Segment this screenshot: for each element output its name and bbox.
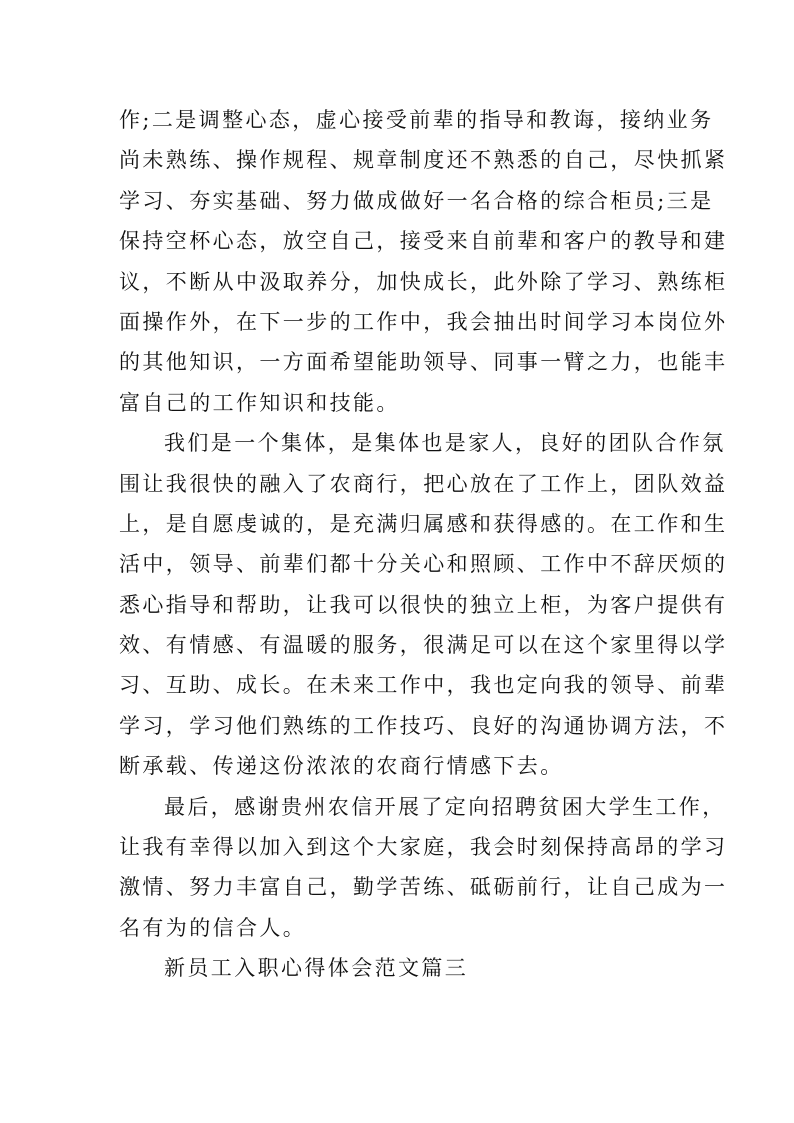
text-line: 上，是自愿虔诚的，是充满归属感和获得感的。在工作和生 [119,511,728,536]
text-line: 激情、努力丰富自己，勤学苦练、砥砺前行，让自己成为一 [119,875,728,900]
text-line: 的其他知识，一方面希望能助领导、同事一臂之力，也能丰 [119,350,728,375]
text-line: 悉心指导和帮助，让我可以很快的独立上柜，为客户提供有 [119,592,728,617]
text-line: 习、互助、成长。在未来工作中，我也定向我的领导、前辈 [119,673,728,698]
text-line: 议，不断从中汲取养分，加快成长，此外除了学习、熟练柜 [119,269,728,294]
text-line: 富自己的工作知识和技能。 [119,390,400,415]
text-line: 让我有幸得以加入到这个大家庭，我会时刻保持高昂的学习 [119,835,728,860]
paragraph-first-line: 最后，感谢贵州农信开展了定向招聘贫困大学生工作， [164,794,726,819]
text-line: 尚未熟练、操作规程、规章制度还不熟悉的自己，尽快抓紧 [119,148,728,173]
body-text [119,100,728,989]
text-line: 断承载、传递这份浓浓的农商行情感下去。 [119,754,564,779]
text-line: 活中，领导、前辈们都十分关心和照顾、工作中不辞厌烦的 [119,552,728,577]
text-line: 围让我很快的融入了农商行，把心放在了工作上，团队效益 [119,471,728,496]
text-line: 效、有情感、有温暖的服务，很满足可以在这个家里得以学 [119,633,728,658]
text-line: 面操作外，在下一步的工作中，我会抽出时间学习本岗位外 [119,309,728,334]
section-heading: 新员工入职心得体会范文篇三 [164,956,469,981]
text-line: 学习、夯实基础、努力做成做好一名合格的综合柜员;三是 [119,188,714,213]
text-line: 保持空杯心态，放空自己，接受来自前辈和客户的教导和建 [119,229,728,254]
text-line: 名有为的信合人。 [119,915,307,940]
text-line: 学习，学习他们熟练的工作技巧、良好的沟通协调方法，不 [119,713,728,738]
paragraph-first-line: 我们是一个集体，是集体也是家人，良好的团队合作氛 [164,431,726,456]
text-line: 作;二是调整心态，虚心接受前辈的指导和教诲，接纳业务 [119,108,714,132]
